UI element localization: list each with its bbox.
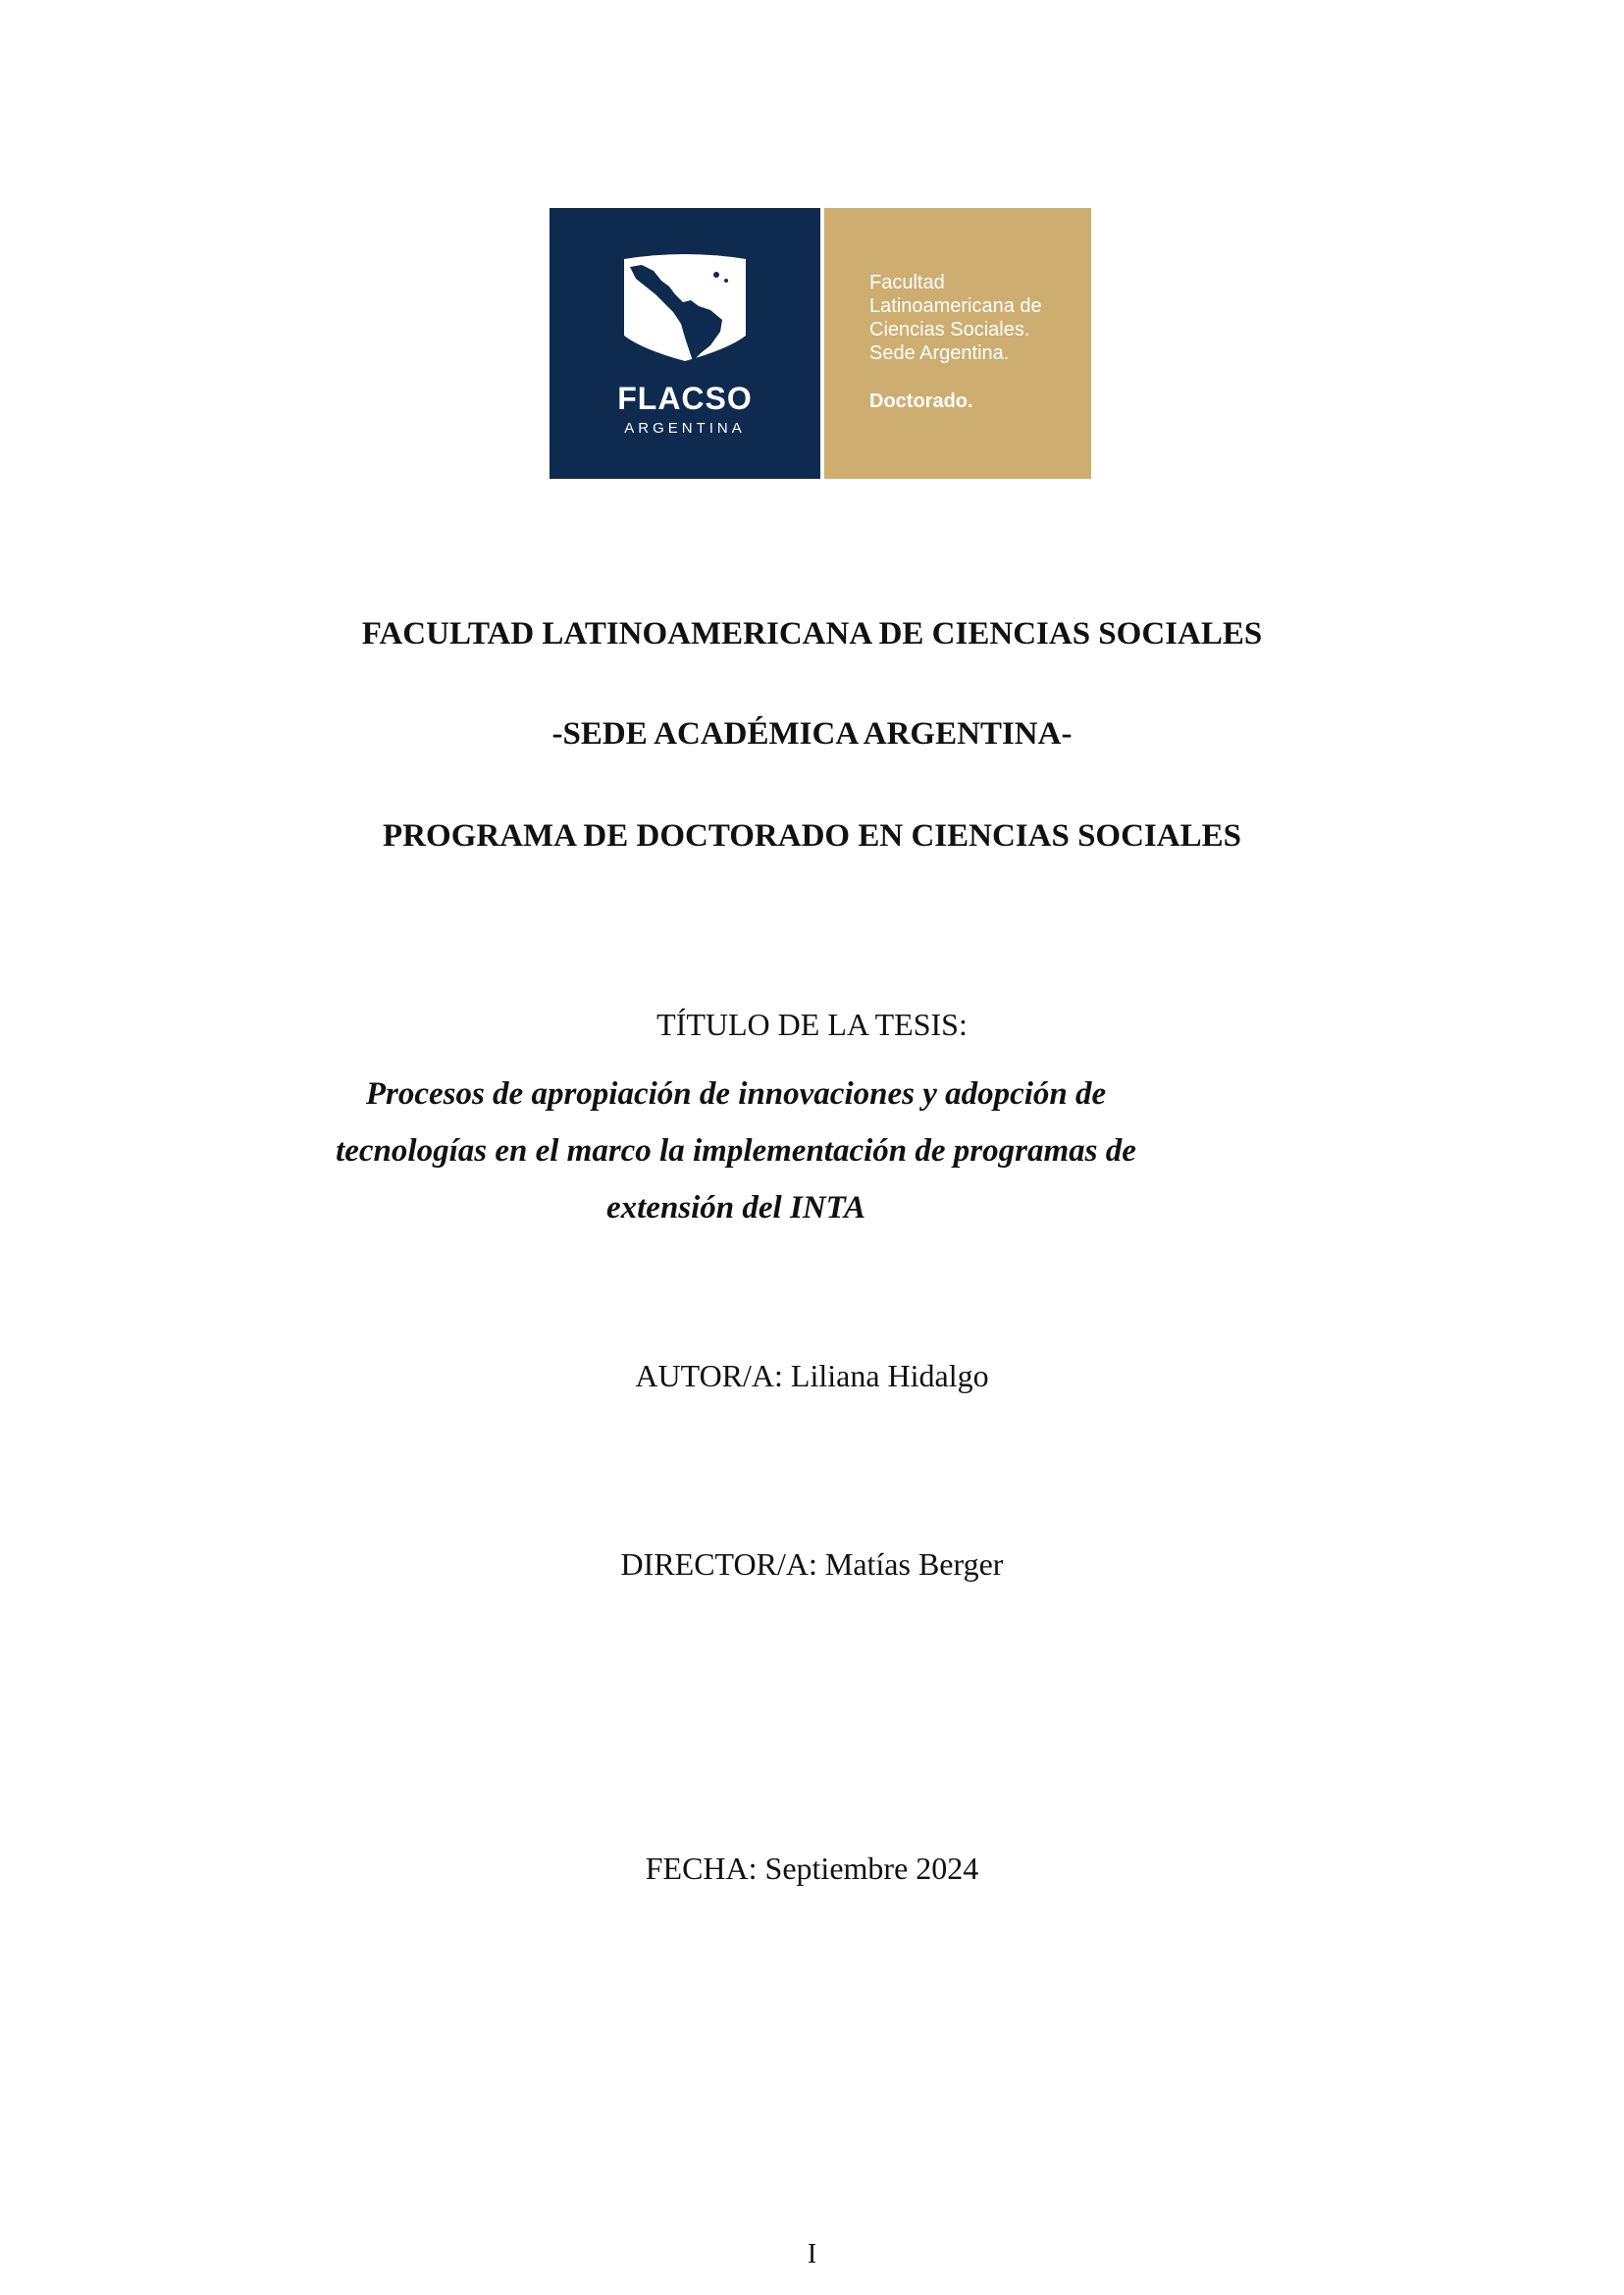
- logo-country: ARGENTINA: [624, 420, 746, 437]
- thesis-title-line: extensión del INTA: [605, 1190, 866, 1226]
- sede-heading: -SEDE ACADÉMICA ARGENTINA-: [551, 716, 1073, 752]
- director-line: DIRECTOR/A: Matías Berger: [620, 1546, 1004, 1582]
- thesis-title-line: tecnologías en el marco la implementación de programas de: [336, 1133, 1136, 1169]
- page-number: I: [807, 2239, 817, 2269]
- flacso-logo: [550, 208, 1091, 479]
- thesis-label: TÍTULO DE LA TESIS:: [656, 1007, 968, 1042]
- logo-description-line: Facultad: [869, 272, 945, 293]
- logo-navy-panel: [550, 208, 820, 479]
- thesis-title: [294, 1066, 1178, 1236]
- logo-description: [869, 271, 1085, 365]
- latin-america-map-icon: [620, 251, 750, 369]
- institution-heading: FACULTAD LATINOAMERICANA DE CIENCIAS SOCIALES: [361, 616, 1263, 652]
- logo-description-line: Ciencias Sociales.: [869, 319, 1030, 340]
- logo-description-line: Latinoamericana de: [869, 295, 1042, 317]
- date-line: FECHA: Septiembre 2024: [645, 1851, 979, 1886]
- author-line: AUTOR/A: Liliana Hidalgo: [635, 1358, 989, 1393]
- logo-description-line: Sede Argentina.: [869, 342, 1010, 364]
- logo-subtitle: Doctorado.: [869, 391, 973, 412]
- thesis-title-line: Procesos de apropiación de innovaciones y adopción de: [365, 1076, 1107, 1112]
- logo-wordmark: FLACSO: [617, 381, 753, 416]
- programa-heading: PROGRAMA DE DOCTORADO EN CIENCIAS SOCIALES: [383, 818, 1241, 854]
- logo-gold-panel: [824, 208, 1091, 479]
